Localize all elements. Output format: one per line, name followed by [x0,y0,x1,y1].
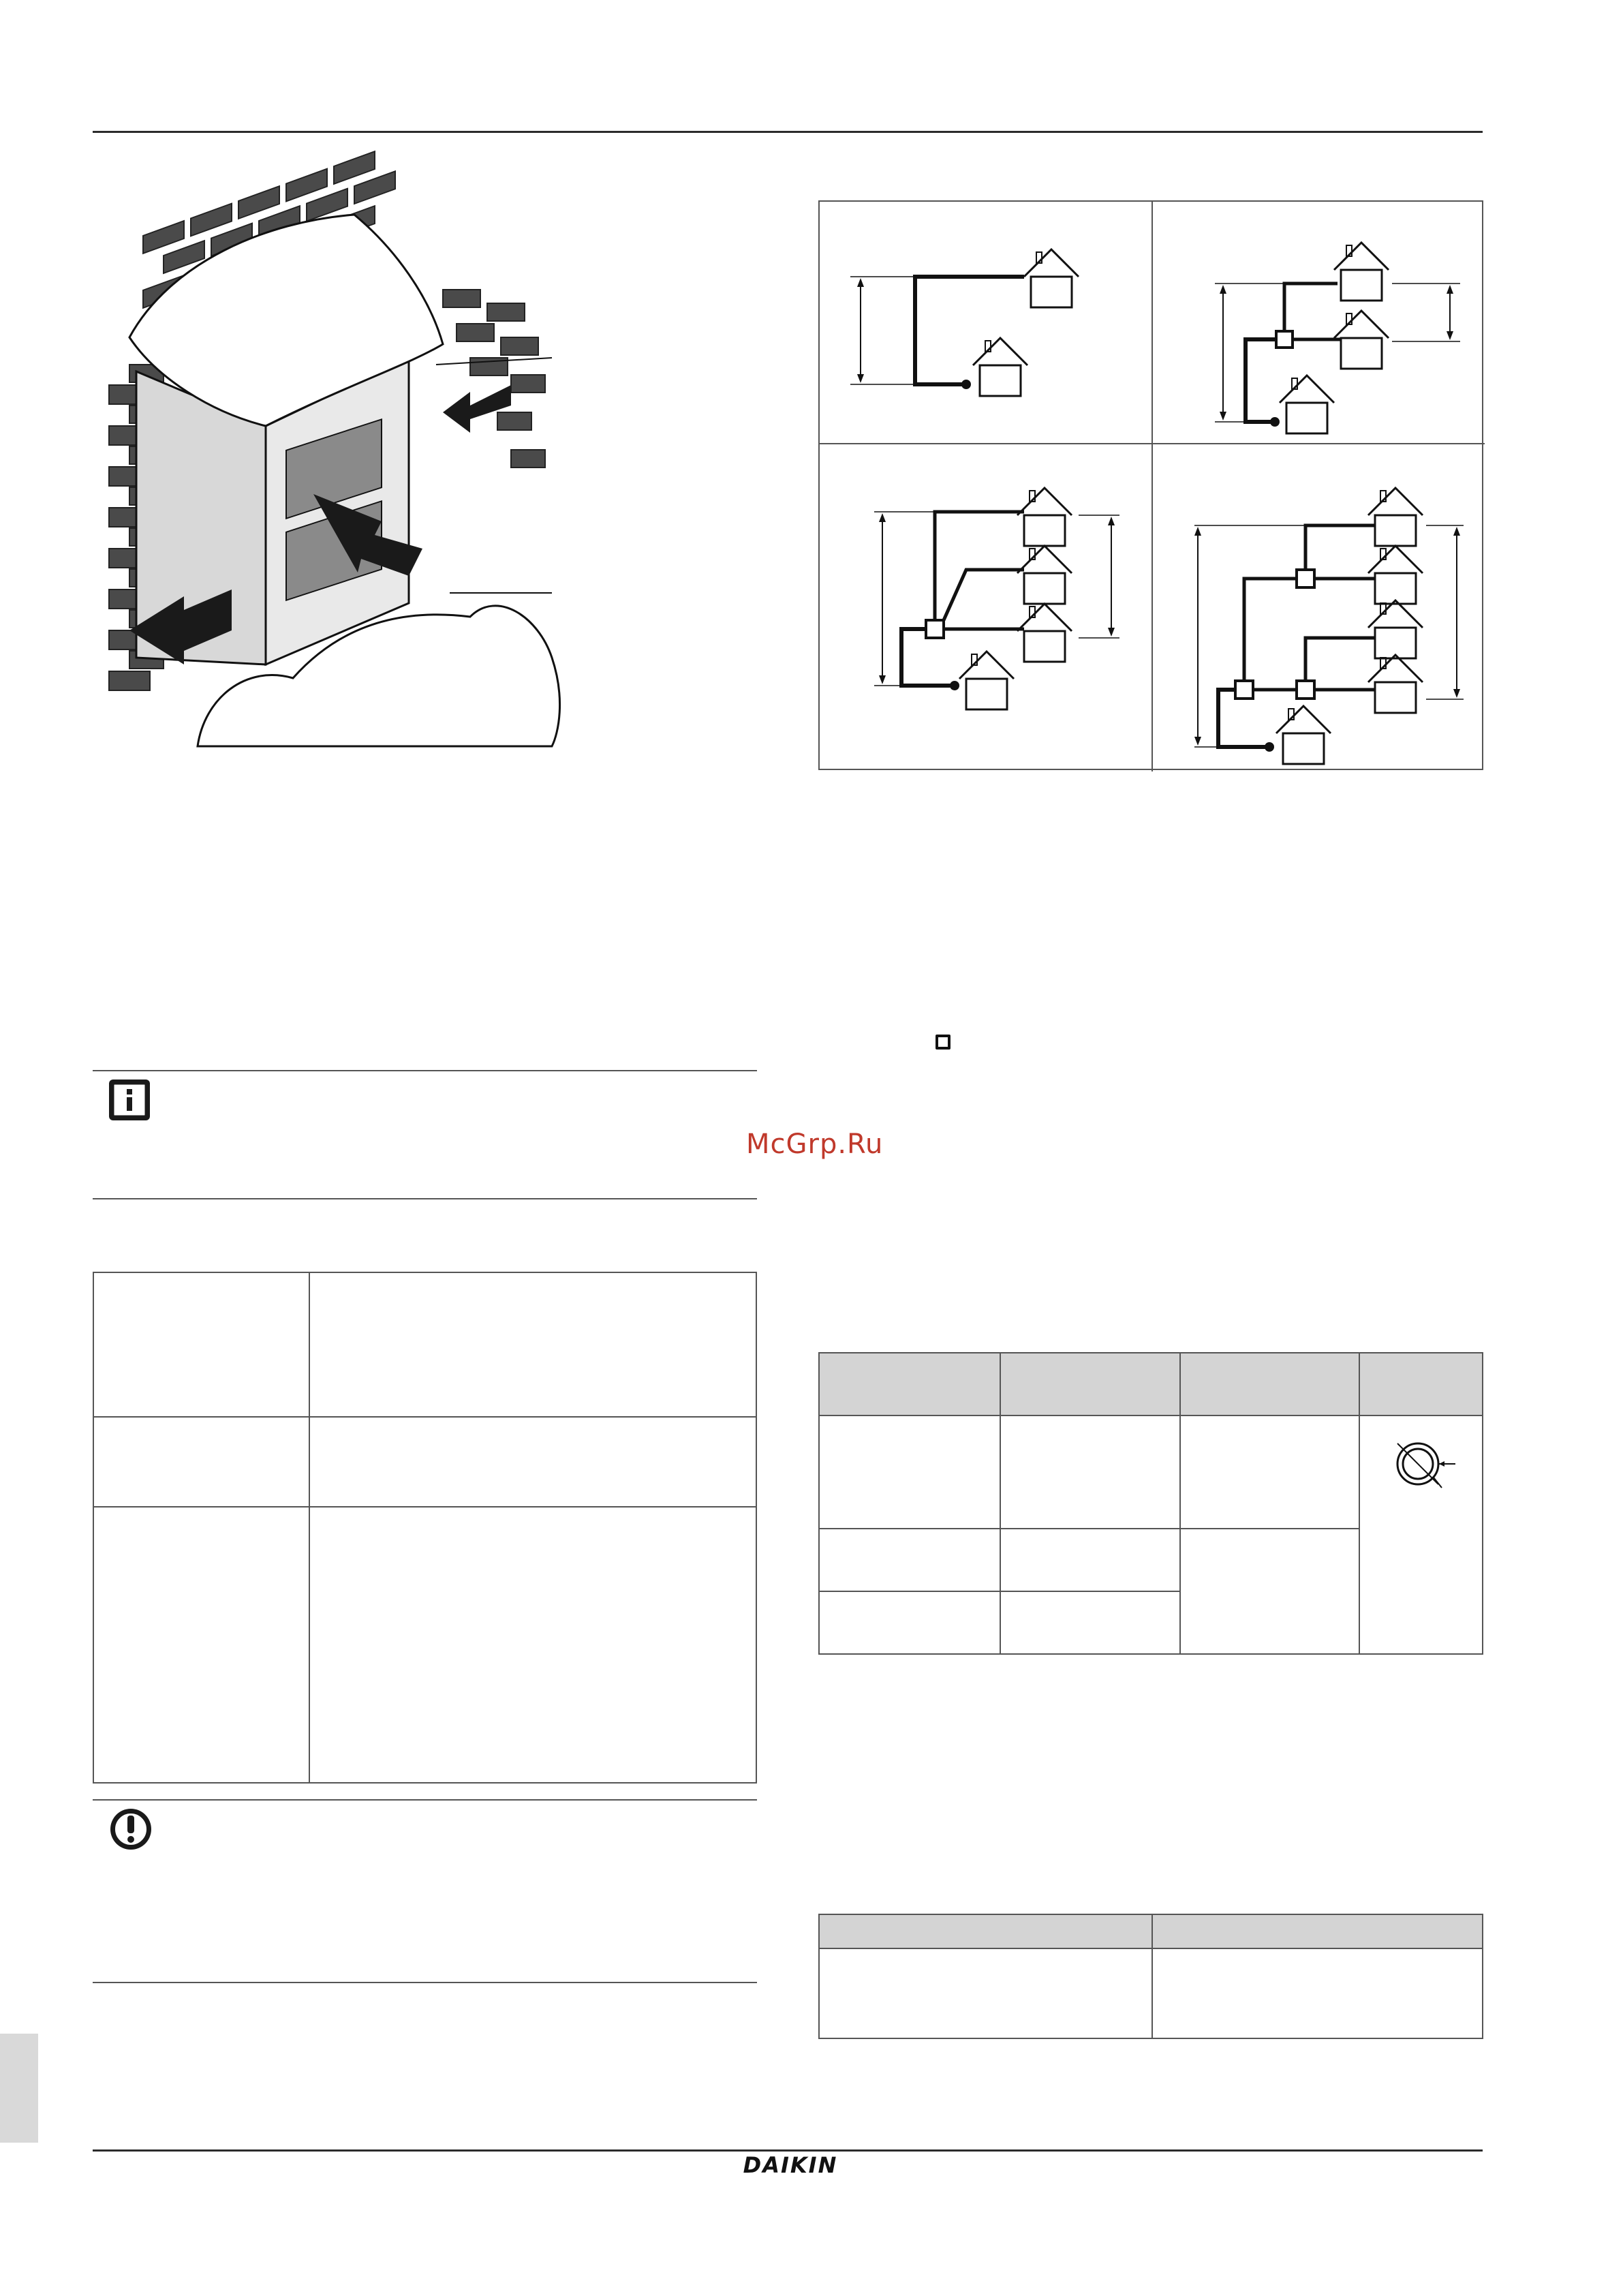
layout-panel-2 [1215,243,1460,433]
layout-panel-1 [850,249,1079,396]
header-rule [93,131,1483,133]
square-node-icon [936,1035,950,1050]
pipe-section-icon [1380,1433,1462,1495]
table-row [819,1415,1483,1529]
watermark: McGrp.Ru [746,1129,884,1160]
table-row [93,1417,756,1507]
info-note-top-rule [93,1070,757,1071]
brand-logo: DAIKIN [743,2152,838,2178]
chapter-side-tab [0,2034,38,2143]
table-header-row [819,1353,1483,1415]
warning-note-top-rule [93,1799,757,1801]
outdoor-unit-illustration [89,140,566,753]
info-note-bottom-rule [93,1198,757,1199]
info-icon [108,1078,151,1122]
table-row [93,1272,756,1417]
layout-panel-3 [874,488,1119,709]
warning-note-bottom-rule [93,1982,757,1983]
left-spec-table [93,1272,757,1784]
bottom-right-table [818,1914,1483,2039]
footer-rule [93,2149,1483,2152]
table-row [819,1948,1483,2038]
table-row [93,1507,756,1783]
exclamation-icon [109,1807,153,1851]
pipe-size-table [818,1352,1483,1655]
table-header-row [819,1914,1483,1948]
layout-panel-4 [1194,488,1464,764]
piping-layout-diagrams [818,200,1483,770]
